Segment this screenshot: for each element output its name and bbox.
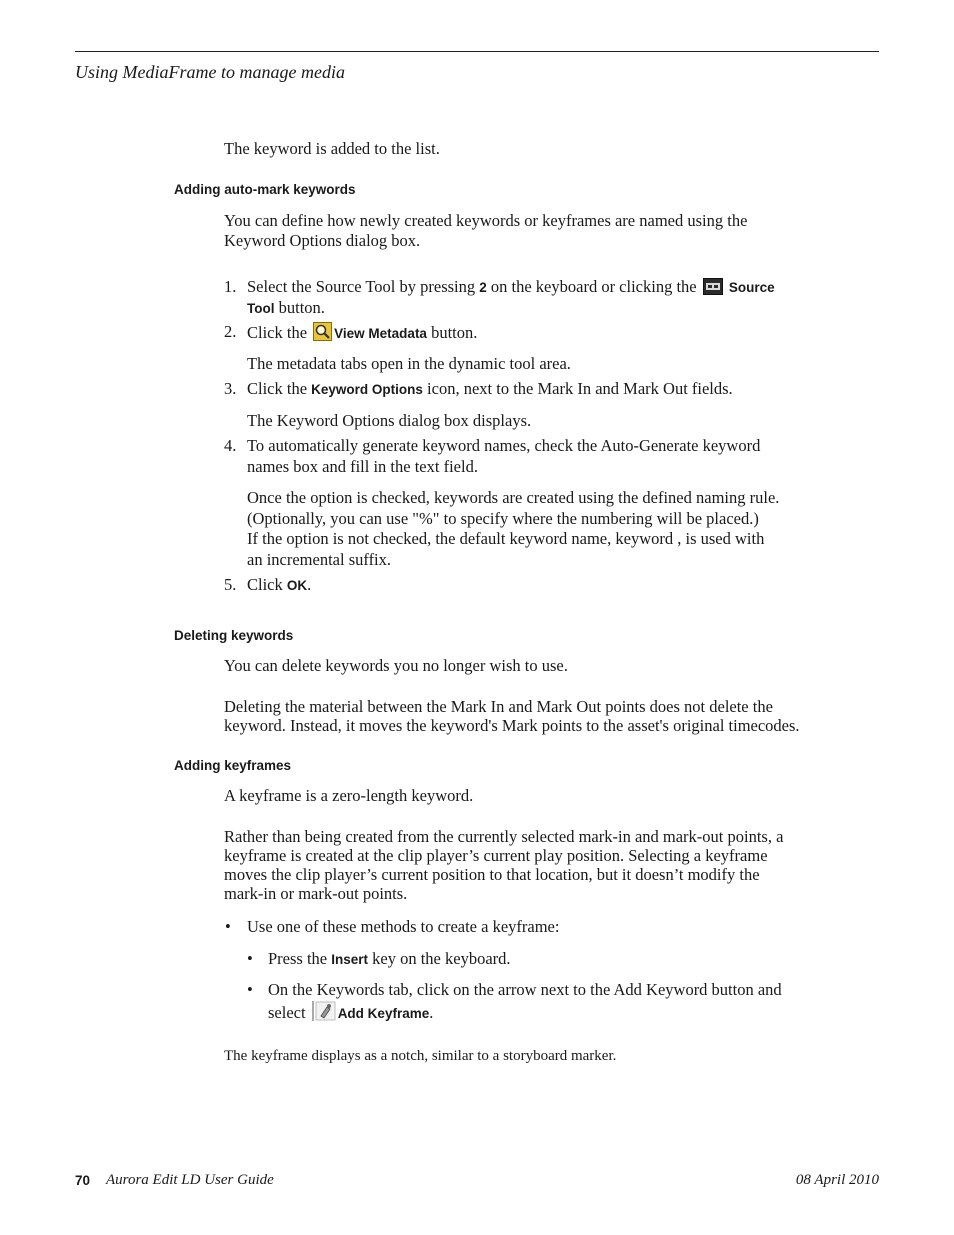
view-metadata-icon (313, 322, 332, 347)
source-tool-icon (703, 278, 723, 301)
insert-key-label: Insert (331, 952, 369, 967)
add-keyframe-icon (312, 1001, 336, 1027)
deleting-para2-line1: Deleting the material between the Mark In and Mark Out points does not delete the (224, 697, 773, 716)
keyword-added-text: The keyword is added to the list. (224, 139, 440, 158)
step-4-note-line4: an incremental suffix. (247, 550, 392, 569)
step-number: 5. (224, 575, 237, 594)
bullet-methods: Use one of these methods to create a keyframe: (247, 917, 560, 936)
step-number: 4. (224, 436, 237, 455)
keyframes-para1: A keyframe is a zero-length keyword. (224, 786, 474, 805)
bullet-dot: • (225, 917, 231, 936)
deleting-para2-line2: keyword. Instead, it moves the keyword's Mark points to the asset's original timecodes. (224, 716, 800, 735)
heading-auto-mark: Adding auto-mark keywords (174, 182, 356, 197)
running-header: Using MediaFrame to manage media (75, 62, 345, 82)
heading-keyframes: Adding keyframes (174, 758, 292, 773)
step-number: 2. (224, 322, 237, 341)
keyframes-para2-line3: moves the clip player’s current position to that location, but it doesn’t modify the (224, 865, 760, 884)
publication-date: 08 April 2010 (795, 1172, 879, 1188)
add-keyframe-label: Add Keyframe (337, 1006, 430, 1021)
auto-mark-para-line1: You can define how newly created keywords or keyframes are named using the (224, 211, 748, 230)
deleting-para1: You can delete keywords you no longer wish to use. (224, 656, 568, 675)
view-metadata-label: View Metadata (334, 326, 427, 341)
step-4-line2: names box and fill in the text field. (247, 457, 478, 476)
source-button-label: Source (728, 280, 775, 295)
ok-label: OK (286, 578, 308, 593)
keyframes-para2-line1: Rather than being created from the currently selected mark-in and mark-out points, a (224, 827, 784, 846)
step-2: Click the View Metadata button. (247, 322, 477, 347)
sub-bullet-insert: Press the Insert key on the keyboard. (268, 949, 511, 968)
keyframes-para2-line2: keyframe is created at the clip player’s current play position. Selecting a keyframe (224, 846, 768, 865)
sub-bullet-keywords-tab: On the Keywords tab, click on the arrow next to the Add Keyword button and (268, 980, 782, 999)
bullet-dot: • (247, 949, 253, 968)
auto-mark-para-line2: Keyword Options dialog box. (224, 231, 421, 250)
tool-button-label: Tool (247, 301, 275, 316)
step-1: Select the Source Tool by pressing 2 on the keyboard or clicking the Source (247, 277, 775, 301)
step-3: Click the Keyword Options icon, next to the Mark In and Mark Out fields. (247, 379, 733, 398)
sub-bullet-keywords-tab-cont: select Add Keyframe. (268, 1001, 433, 1027)
step-3-result: The Keyword Options dialog box displays. (247, 411, 532, 430)
page-number: 70 (75, 1173, 91, 1188)
heading-deleting: Deleting keywords (174, 628, 294, 643)
keyword-options-label: Keyword Options (311, 382, 423, 397)
keyframe-closing-note: The keyframe displays as a notch, similar to a storyboard marker. (224, 1048, 617, 1064)
step-4-line1: To automatically generate keyword names, check the Auto-Generate keyword (247, 436, 761, 455)
header-rule (75, 51, 879, 52)
guide-title: Aurora Edit LD User Guide (106, 1172, 274, 1188)
step-4-note-line3: If the option is not checked, the default keyword name, keyword , is used with (247, 529, 765, 548)
step-number: 1. (224, 277, 237, 296)
key-2: 2 (479, 280, 487, 295)
step-5: Click OK. (247, 575, 312, 594)
step-4-note-line2: (Optionally, you can use "%" to specify where the numbering will be placed.) (247, 509, 759, 528)
step-number: 3. (224, 379, 237, 398)
step-4-note-line1: Once the option is checked, keywords are created using the defined naming rule. (247, 488, 780, 507)
step-2-result: The metadata tabs open in the dynamic tool area. (247, 354, 571, 373)
step-1-cont: Tool button. (247, 298, 325, 317)
bullet-dot: • (247, 980, 253, 999)
keyframes-para2-line4: mark-in or mark-out points. (224, 884, 408, 903)
